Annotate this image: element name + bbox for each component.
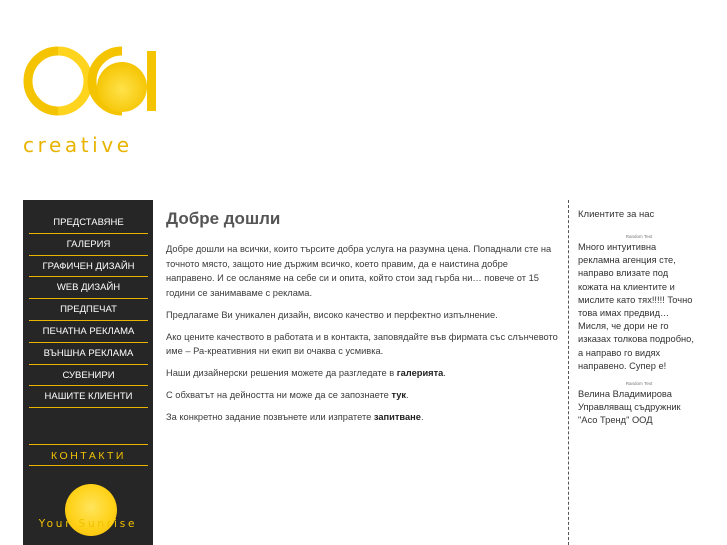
scope-paragraph xyxy=(166,388,558,403)
offer-paragraph: Предлагаме Ви уникален дизайн, високо качество и перфектно изпълнение. xyxy=(166,309,498,320)
scope-text: С обхватът на дейността ни може да се запознаете xyxy=(166,390,392,400)
logo[interactable] xyxy=(22,45,158,160)
quality-paragraph: Ако цените качеството в работата и в контакта, заповядайте във фирмата със слънчевото име – Ра-креативния ни екип ви очаква с усмивка. xyxy=(166,331,558,356)
inquiry-text: За конкретно задание позвънете или изпратете xyxy=(166,412,374,422)
gallery-link[interactable]: галерията xyxy=(396,368,444,378)
nav-item-introduction[interactable]: ПРЕДСТАВЯНЕ xyxy=(29,212,148,234)
random-text-label: Random Text xyxy=(625,234,653,239)
page-title: Добре дошли xyxy=(166,209,281,228)
author-company: "Асо Тренд" ООД xyxy=(578,415,653,426)
inquiry-end: . xyxy=(420,412,424,422)
tagline: Your Sunrise xyxy=(38,518,138,530)
sidebar xyxy=(23,200,153,545)
testimonial-text: Много интуитивна рекламна агенция сте, направо влизате под кожата на клиентите и мислите като тях!!!!! Точно това имах предвид… Мисля, че дори не го изказах толкова подробно, а направо го видях направено. Супер е! xyxy=(578,242,694,371)
nav-item-graphic-design[interactable]: ГРАФИЧЕН ДИЗАЙН xyxy=(29,256,148,278)
intro-paragraph: Добре дошли на всички, които търсите добра услуга на разумна цена. Попаднали сте на точното място, защото ние държим всичко, което правим, да е наистина добре направено. И се осланяме на себе си и опита, който стои зад гърба ни… повече от 15 години се занимаваме с реклама. xyxy=(166,244,552,298)
column-divider xyxy=(568,200,569,545)
nav-item-prepress[interactable]: ПРЕДПЕЧАТ xyxy=(29,299,148,321)
nav-item-print-advertising[interactable]: ПЕЧАТНА РЕКЛАМА xyxy=(29,321,148,343)
logo-mark xyxy=(22,45,158,135)
author-role: Управляващ съдружник xyxy=(578,402,681,413)
nav-item-gallery[interactable]: ГАЛЕРИЯ xyxy=(29,234,148,256)
main-nav xyxy=(29,212,148,408)
gallery-paragraph xyxy=(166,366,558,381)
scope-end: . xyxy=(406,390,409,400)
inquiry-link[interactable]: запитване xyxy=(373,412,421,422)
inquiry-paragraph xyxy=(166,410,558,425)
testimonials-panel xyxy=(578,208,700,428)
author-name: Велина Владимирова xyxy=(578,389,672,400)
nav-item-contacts[interactable]: КОНТАКТИ xyxy=(29,444,148,466)
gallery-text: Наши дизайнерски решения можете да разгледате в xyxy=(166,368,397,378)
nav-item-souvenirs[interactable]: СУВЕНИРИ xyxy=(29,365,148,387)
nav-item-web-design[interactable]: WEB ДИЗАЙН xyxy=(29,277,148,299)
main-content xyxy=(166,208,558,432)
nav-item-our-clients[interactable]: НАШИТЕ КЛИЕНТИ xyxy=(29,386,148,408)
nav-item-outdoor-advertising[interactable]: ВЪНШНА РЕКЛАМА xyxy=(29,343,148,365)
scope-link[interactable]: тук xyxy=(391,390,407,400)
testimonials-title: Клиентите за нас xyxy=(578,209,655,220)
logo-text: creative xyxy=(23,133,133,157)
gallery-end: . xyxy=(443,368,446,378)
random-text-label: Random Text xyxy=(625,381,653,387)
